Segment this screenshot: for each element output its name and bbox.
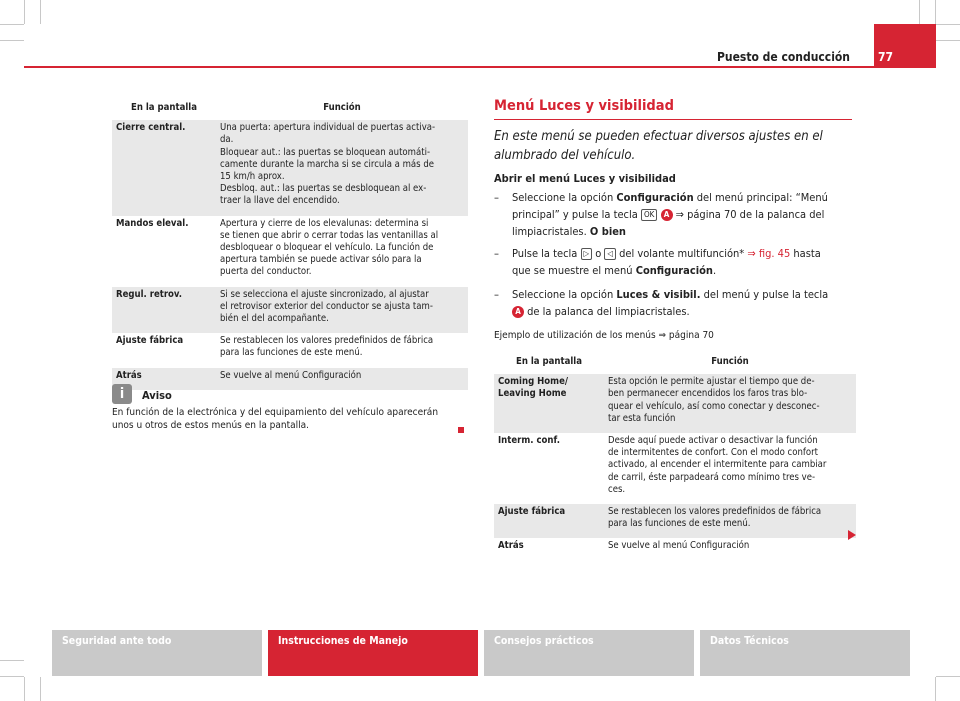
row-label: Atrás — [112, 368, 216, 390]
row-description: Se restablecen los valores predefinidos de fábrica para las funciones de este menú. — [220, 335, 434, 359]
table-row — [112, 287, 468, 334]
section-rule — [494, 119, 852, 120]
row-description: Se vuelve al menú Configuración — [216, 368, 468, 390]
crop-mark — [935, 0, 936, 24]
footer-tab-consejos[interactable]: Consejos prácticos — [484, 630, 694, 676]
row-label: Interm. conf. — [498, 435, 560, 447]
page-number: 77 — [874, 24, 936, 68]
procedure-heading: Abrir el menú Luces y visibilidad — [494, 172, 676, 185]
section-title: Menú Luces y visibilidad — [494, 98, 674, 114]
row-description: Apertura y cierre de los elevalunas: determina si se tienen que abrir o cerrar todas las ventanillas al desbloquear o bloquear el vehículo. La función de apertura también se puede activar sólo para la puerta del conductor. — [220, 217, 439, 278]
figure-reference: ⇒ fig. 45 — [747, 247, 791, 260]
right-arrow-key-icon: ▷ — [581, 248, 593, 260]
section-intro: En este menú se pueden efectuar diversos ajustes en el alumbrado del vehículo. — [494, 129, 823, 163]
crop-mark — [936, 24, 960, 25]
right-function-table — [494, 354, 856, 561]
note-title: Aviso — [142, 389, 172, 402]
column-header: En la pantalla — [112, 100, 216, 120]
crop-mark — [0, 24, 24, 25]
row-description: Si se selecciona el ajuste sincronizado, al ajustar el retrovisor exterior del conductor se ajusta tam- bién el del acompañante. — [216, 287, 468, 334]
crop-mark — [24, 0, 25, 24]
row-label: Coming Home/ Leaving Home — [494, 374, 604, 433]
crop-mark — [24, 677, 25, 701]
crop-mark — [0, 40, 24, 41]
example-caption: Ejemplo de utilización de los menús ⇒ página 70 — [494, 330, 714, 341]
table-row — [494, 504, 856, 538]
crop-mark — [935, 677, 936, 701]
left-arrow-key-icon: ◁ — [604, 248, 616, 260]
footer-tab-instrucciones[interactable]: Instrucciones de Manejo — [268, 630, 478, 676]
procedure-step: – Seleccione la opción Luces & visibil. del menú y pulse la tecla A de la palanca del limpiacristales. — [494, 288, 829, 318]
crop-mark — [0, 660, 24, 661]
info-icon: i — [112, 384, 132, 404]
table-row — [494, 374, 856, 433]
column-header: Función — [216, 100, 468, 120]
row-description: Una puerta: apertura individual de puertas activa- da. Bloquear aut.: las puertas se bloquean automáti- camente durante la marcha si se circula a más de 15 km/h aprox. Desbloq. aut.: las puertas se desbloquean al ex- traer la llave del encendido. — [216, 120, 468, 215]
crop-mark — [936, 676, 960, 677]
row-label: Cierre central. — [112, 120, 216, 215]
left-function-table — [112, 100, 468, 390]
column-header: En la pantalla — [494, 354, 604, 374]
table-row — [112, 333, 468, 367]
section-end-marker — [458, 427, 464, 433]
note-text: En función de la electrónica y del equipamiento del vehículo aparecerán unos u otros de estos menús en la pantalla. — [112, 407, 439, 431]
footer-tab-seguridad[interactable]: Seguridad ante todo — [52, 630, 262, 676]
row-description: Desde aquí puede activar o desactivar la función de intermitentes de confort. Con el modo confort activado, al encender el intermitente para cambiar de carril, éste parpadeará como mínimo tres ve- ces. — [608, 435, 827, 495]
table-row — [112, 120, 468, 215]
row-description: Esta opción le permite ajustar el tiempo que de- ben permanecer encendidos los faros tras blo- quear el vehículo, así como conectar y desconec- tar esta función — [604, 374, 856, 433]
crop-mark — [919, 0, 920, 24]
row-label: Mandos eleval. — [116, 217, 189, 229]
running-header: Puesto de conducción — [716, 50, 850, 64]
crop-mark — [40, 677, 41, 701]
procedure-step: – Seleccione la opción Configuración del menú principal: “Menú principal” y pulse la tecla OK A ⇒ página 70 de la palanca del limpiacristales. O bien — [494, 191, 828, 238]
procedure-step: – Pulse la tecla ▷ o ◁ del volante multifunción* ⇒ fig. 45 hasta que se muestre el menú Configuración. — [494, 247, 821, 277]
header-rule — [24, 66, 936, 68]
lever-a-icon: A — [512, 306, 524, 318]
table-row — [112, 368, 468, 390]
row-description: Se vuelve al menú Configuración — [608, 540, 750, 552]
row-label: Ajuste fábrica — [116, 335, 184, 347]
continue-arrow-icon — [848, 530, 856, 540]
column-header: Función — [604, 354, 856, 374]
row-label: Atrás — [498, 540, 524, 552]
lever-a-icon: A — [661, 209, 673, 221]
table-row — [494, 538, 856, 560]
row-description: Se restablecen los valores predefinidos de fábrica para las funciones de este menú. — [604, 504, 856, 538]
footer-tab-datos[interactable]: Datos Técnicos — [700, 630, 910, 676]
crop-mark — [936, 40, 960, 41]
row-label: Ajuste fábrica — [494, 504, 604, 538]
table-row — [112, 216, 468, 287]
crop-mark — [40, 0, 41, 24]
crop-mark — [0, 676, 24, 677]
ok-key-icon: OK — [641, 209, 657, 221]
table-row — [494, 433, 856, 504]
row-label: Regul. retrov. — [112, 287, 216, 334]
